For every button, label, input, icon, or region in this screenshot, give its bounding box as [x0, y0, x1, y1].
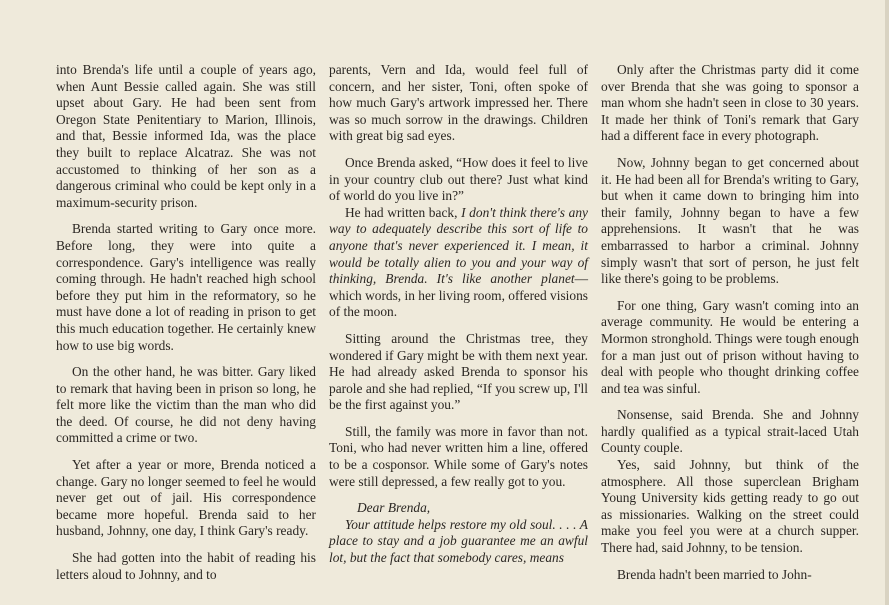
letter-excerpt — [329, 500, 588, 566]
paragraph: On the other hand, he was bitter. Gary liked to remark that having been in prison so long, he felt more like the victim than the man who did the deed. Of course, he did not deny having committed a crime or two. — [56, 364, 316, 446]
paragraph: into Brenda's life until a couple of years ago, when Aunt Bessie called again. She was still upset about Gary. He had been sent from Oregon State Penitentiary to Marion, Illinois, and that, Bessie informed Ida, was the place they built to replace Alcatraz. She was not accustomed to thinking of her son as a dangerous criminal who could be kept only in a maximum-security prison. — [56, 62, 316, 210]
paragraph-tail: —which words, in her living room, offered visions of the moon. — [329, 271, 588, 320]
paragraph: Still, the family was more in favor than not. Toni, who had never written him a line, offered to be a cosponsor. While some of Gary's notes were still depressed, a few really got to you. — [329, 423, 588, 489]
paragraph: Only after the Christmas party did it come over Brenda that she was going to sponsor a man whom she hadn't seen in close to 30 years. It made her think of Toni's remark that Gary had a different face in every photograph. — [601, 62, 859, 144]
paragraph: parents, Vern and Ida, would feel full of concern, and her sister, Toni, often spoke of how much Gary's artwork impressed her. There was so much sorrow in the drawings. Children with great big sad eyes. — [329, 62, 588, 144]
paragraph: Yes, said Johnny, but think of the atmosphere. All those superclean Brigham Young University kids getting ready to go out as missionaries. Walking on the street could make you feel you were at a church supper. There had, said Johnny, to be tension. — [601, 457, 859, 556]
paragraph: Nonsense, said Brenda. She and Johnny hardly qualified as a typical strait-laced Utah County couple. — [601, 407, 859, 456]
paragraph-with-quote — [329, 205, 588, 321]
paragraph: For one thing, Gary wasn't coming into an average community. He would be entering a Mormon stronghold. Things were tough enough for a man just out of prison without having to deal with people who thought drinking coffee and tea was sinful. — [601, 297, 859, 396]
paragraph-lead: He had written back, — [345, 204, 462, 220]
paragraph: Once Brenda asked, “How does it feel to live in your country club out there? Just what kind of world do you live in?” — [329, 154, 588, 204]
paragraph: Brenda started writing to Gary once more. Before long, they were into quite a correspondence. Gary's intelligence was really coming through. He hadn't reached high school before they put him in the reformatory, so he must have done a lot of reading in prison to get this much education together. He certainly knew how to use big words. — [56, 221, 316, 353]
letter-body: Your attitude helps restore my old soul. . . . A place to stay and a job guarantee me an awful lot, but the fact that somebody cares, means — [329, 516, 588, 566]
quoted-letter-text: I don't think there's any way to adequately describe this sort of life to anyone that's never experienced it. I mean, it would be totally alien to you and your way of thinking, Brenda. It's like another planet — [329, 204, 588, 287]
scan-edge — [885, 0, 889, 605]
paragraph: Yet after a year or more, Brenda noticed a change. Gary no longer seemed to feel he would never get out of jail. His correspondence became more hopeful. Brenda said to her husband, Johnny, one day, I think Gary's ready. — [56, 457, 316, 539]
text-column-1 — [56, 62, 316, 593]
text-column-2 — [329, 62, 588, 567]
letter-salutation: Dear Brenda, — [357, 500, 431, 516]
text-column-3 — [601, 62, 859, 593]
paragraph: Brenda hadn't been married to John- — [617, 566, 812, 582]
paragraph: She had gotten into the habit of reading his letters aloud to Johnny, and to — [56, 550, 316, 582]
paragraph: Sitting around the Christmas tree, they wondered if Gary might be with them next year. He had already asked Brenda to sponsor his parole and she had replied, “If you screw up, I'll be the first against you.” — [329, 330, 588, 413]
paragraph: Now, Johnny began to get concerned about it. He had been all for Brenda's writing to Gary, but when it came down to bringing him into their family, Johnny began to have a few apprehensions. It wasn't that he was embarrassed to harbor a criminal. Johnny simply wasn't that sort of person, he just felt like there's going to be problems. — [601, 154, 859, 287]
